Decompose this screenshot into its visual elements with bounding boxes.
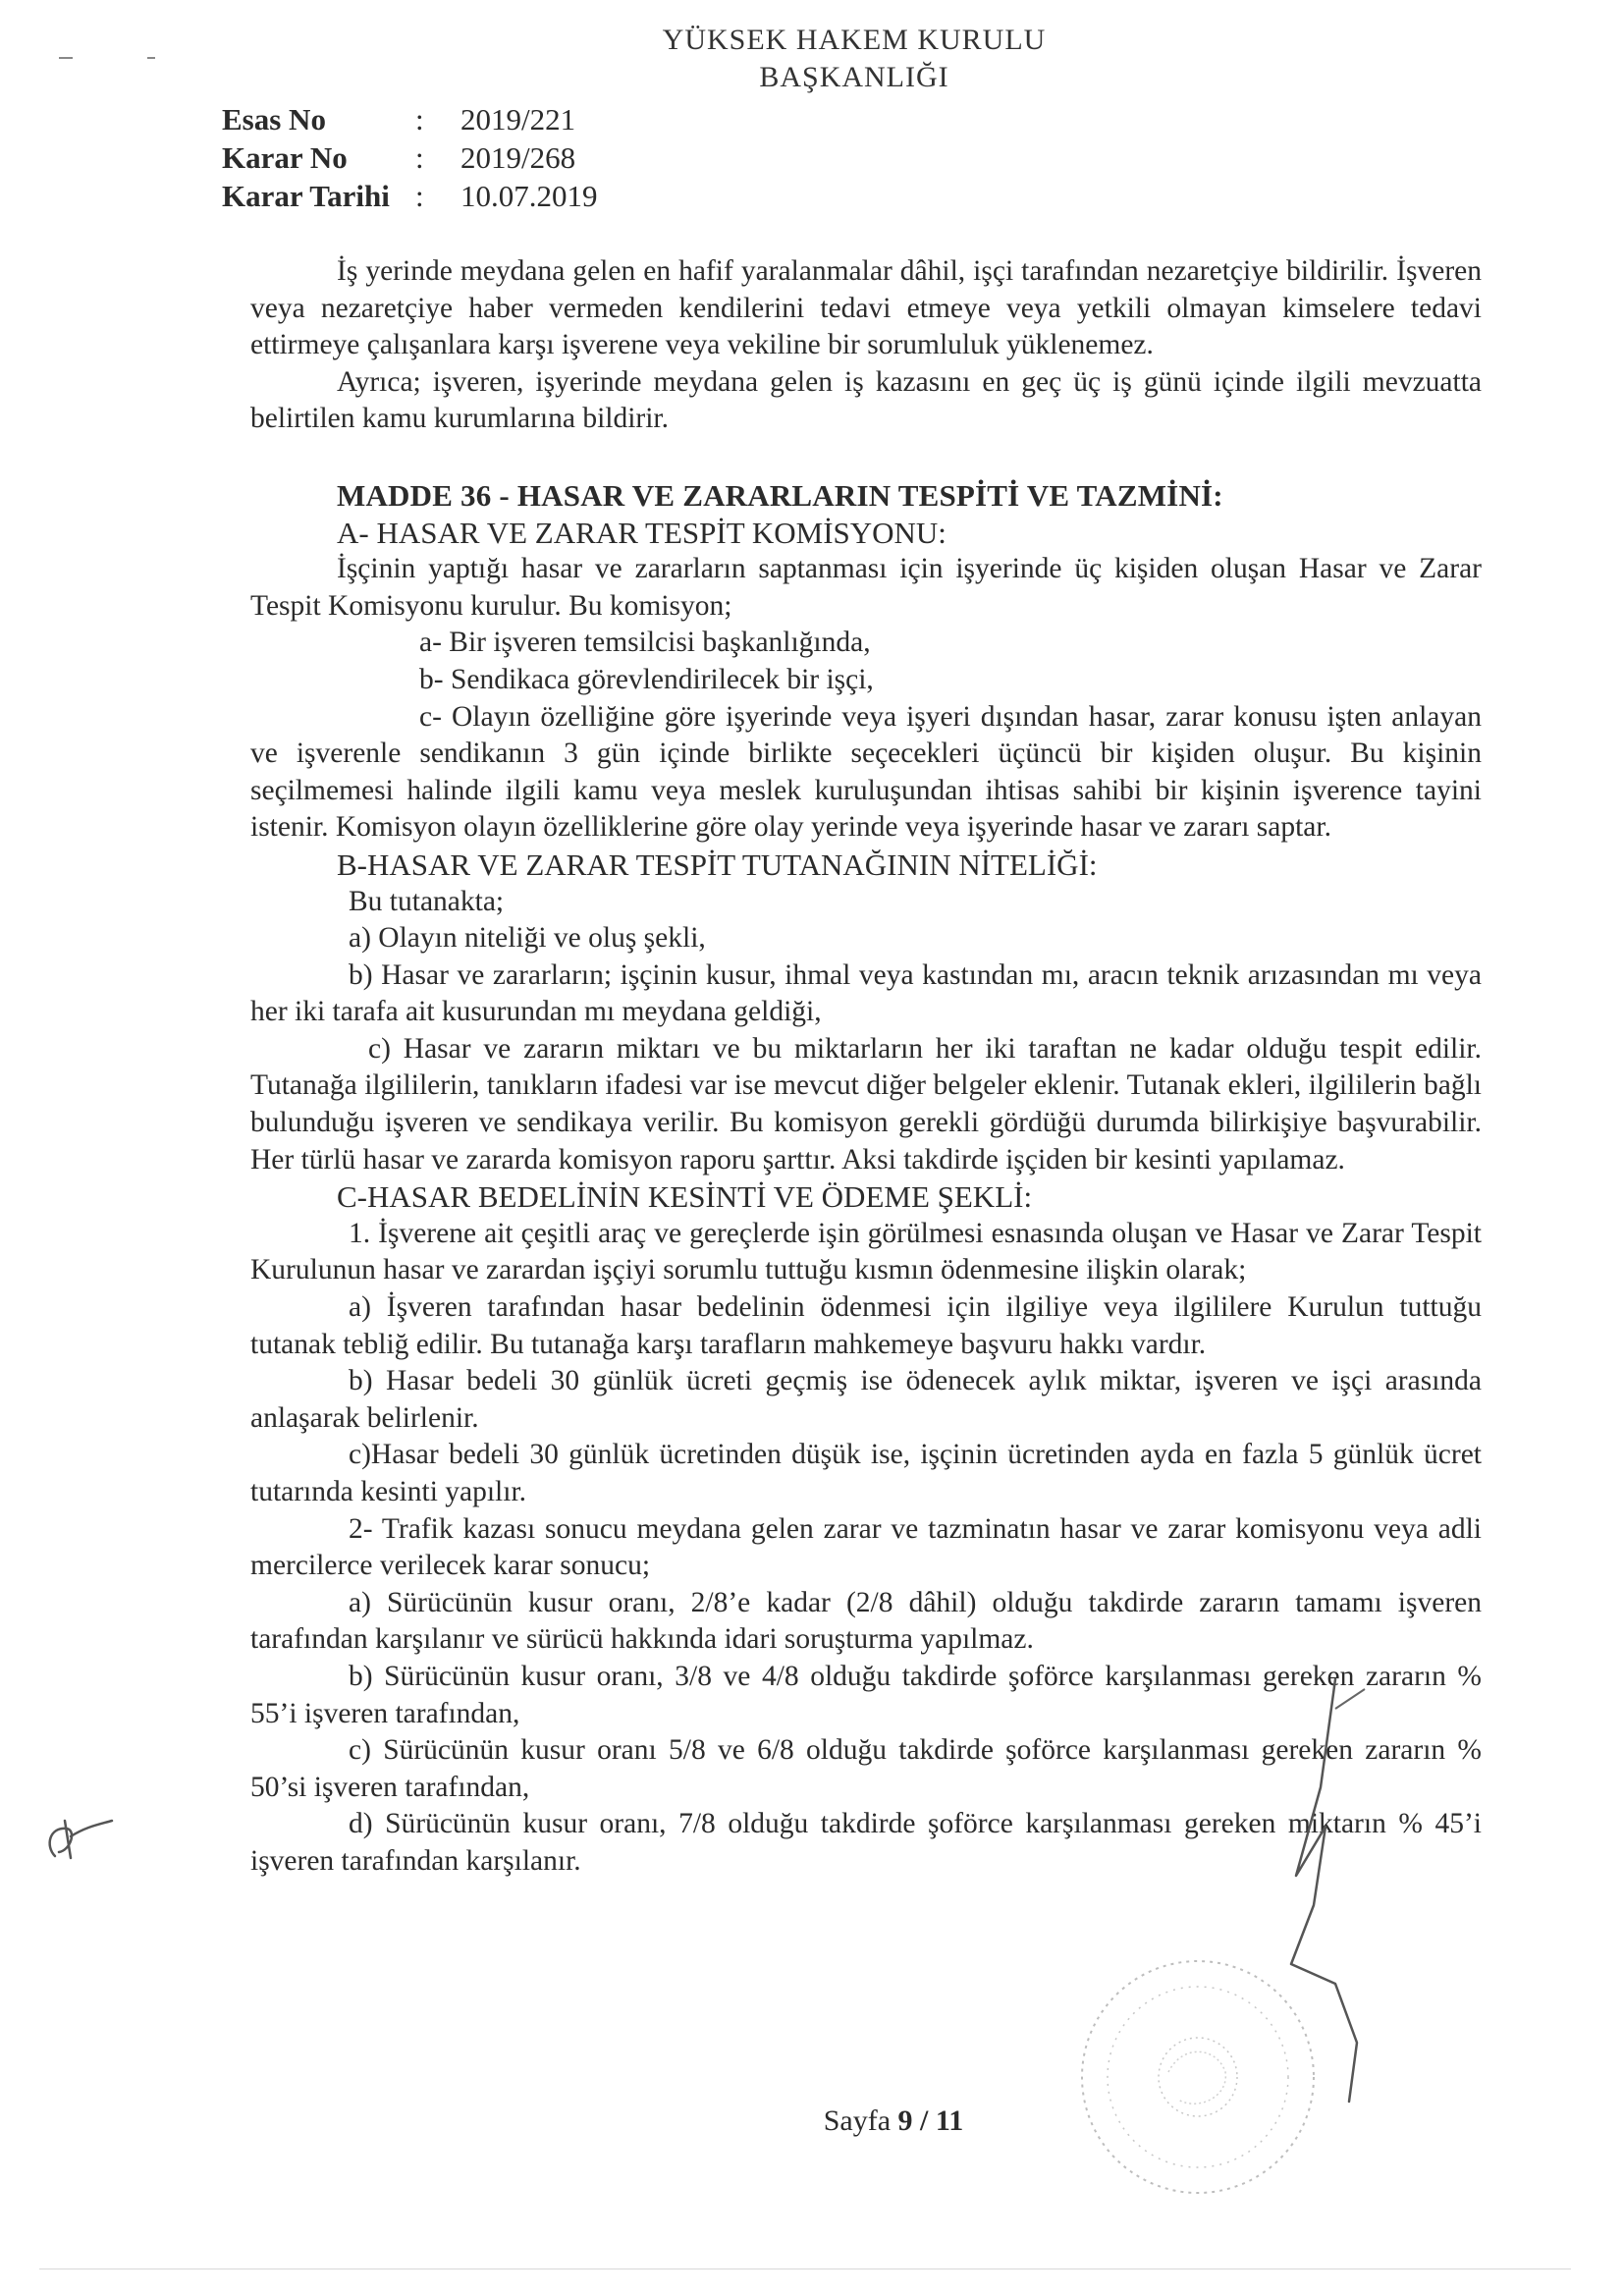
paragraph: Bu tutanakta; <box>349 885 505 917</box>
meta-value: 2019/221 <box>460 102 576 137</box>
list-item: c)Hasar bedeli 30 günlük ücretinden düşük ise, işçinin ücretinden ayda en fazla 5 günlük ücret tutarında kesinti yapılır. <box>250 1439 1482 1507</box>
list-item: a) İşveren tarafından hasar bedelinin ödenmesi için ilgiliye veya ilgililere Kurulun tuttuğu tutanak tebliğ edilir. Bu tutanağa karşı tarafların mahkemeye başvuru hakkı vardır. <box>250 1291 1482 1360</box>
paragraph: Ayrıca; işveren, işyerinde meydana gelen iş kazasını en geç üç iş günü içinde ilgili mevzuatta belirtilen kamu kurumlarına bildirir. <box>250 365 1482 435</box>
list-item: b- Sendikaca görevlendirilecek bir işçi, <box>419 663 874 695</box>
paragraph: 2- Trafik kazası sonucu meydana gelen zarar ve tazminatın hasar ve zarar komisyonu veya adli mercilerce verilecek karar sonucu; <box>250 1512 1482 1582</box>
list-item: c- Olayın özelliğine göre işyerinde veya işyeri dışından hasar, zarar konusu işten anlayan ve işverenle sendikanın 3 gün içinde birlikte seçecekleri üçüncü bir kişiden oluşur. Bu kişinin seçilmemesi halinde ilgili kamu veya meslek kuruluşundan ihtisas sahibi bir kişinin işverence tayini istenir. Komisyon olayın özelliklerine göre olay yerinde veya işyerinde hasar ve zararı saptar. <box>250 700 1482 844</box>
list-item: a) Sürücünün kusur oranı, 2/8’e kadar (2/8 dâhil) olduğu takdirde zararın tamamı işveren tarafından karşılanır ve sürücü hakkında idari soruşturma yapılmaz. <box>250 1586 1482 1656</box>
page-current: 9 <box>897 2105 913 2137</box>
list-item: c) Sürücünün kusur oranı 5/8 ve 6/8 olduğu takdirde şoförce karşılanması gereken zararın % 50’si işveren tarafından, <box>250 1734 1482 1803</box>
paragraph: İşçinin yaptığı hasar ve zararların saptanması için işyerinde üç kişiden oluşan Hasar ve Zarar Tespit Komisyonu kurulur. Bu komisyon; <box>250 553 1482 622</box>
list-item: b) Sürücünün kusur oranı, 3/8 ve 4/8 olduğu takdirde şoförce karşılanması gereken zararın % 55’i işveren tarafından, <box>250 1660 1482 1729</box>
list-item: a) Olayın niteliği ve oluş şekli, <box>349 922 706 955</box>
page-separator: / <box>912 2105 936 2137</box>
page-prefix: Sayfa <box>823 2105 898 2137</box>
list-item: b) Hasar bedeli 30 günlük ücreti geçmiş ise ödenecek aylık miktar, işveren ve işçi arasında anlaşarak belirlenir. <box>250 1365 1482 1434</box>
list-item: b) Hasar ve zararların; işçinin kusur, ihmal veya kastından mı, aracın teknik arızasından mı veya her iki tarafa ait kusurundan mı meydana geldiği, <box>250 958 1482 1028</box>
page-total: 11 <box>935 2105 964 2137</box>
meta-value: 2019/268 <box>460 140 576 175</box>
list-item: c) Hasar ve zararın miktarı ve bu miktarların her iki taraftan ne kadar olduğu tespit edilir. Tutanağa ilgililerin, tanıkların ifadesi var ise mevcut diğer belgeler eklenir. Tutanak ekleri, ilgililerin bağlı bulunduğu işveren ve sendikaya verilir. Bu komisyon gerekli gördüğü durumda bilirkişiye başvurabilir. Her türlü hasar ve zararda komisyon raporu şarttır. Aksi takdirde işçiden bir kesinti yapılamaz. <box>250 1032 1482 1175</box>
meta-separator: : <box>415 140 424 175</box>
stamp-icon <box>1051 1925 1335 2219</box>
scan-mark <box>147 57 155 59</box>
institution-name: YÜKSEK HAKEM KURULU <box>662 24 1047 56</box>
list-item: a- Bir işveren temsilcisi başkanlığında, <box>419 627 871 659</box>
scan-mark <box>59 57 73 59</box>
meta-value: 10.07.2019 <box>460 179 598 213</box>
paragraph: 1. İşverene ait çeşitli araç ve gereçlerde işin görülmesi esnasında oluşan ve Hasar ve Zarar Tespit Kurulunun hasar ve zarardan işçiyi sorumlu tuttuğu kısmın ödenmesine ilişkin olarak; <box>250 1217 1482 1286</box>
article-title: MADDE 36 - HASAR VE ZARARLARIN TESPİTİ VE TAZMİNİ: <box>337 477 1223 513</box>
list-item: d) Sürücünün kusur oranı, 7/8 olduğu takdirde şoförce karşılanması gereken miktarın % 45’i işveren tarafından karşılanır. <box>250 1808 1482 1877</box>
paragraph: İş yerinde meydana gelen en hafif yaralanmalar dâhil, işçi tarafından nezaretçiye bildirilir. İşveren veya nezaretçiye haber vermeden kendilerini tedavi etmeye veya yetkili olmayan kimselere tedavi ettirmeye çalışanlara karşı işverene veya vekiline bir sorumluluk yüklenemez. <box>250 255 1482 361</box>
section-title: B-HASAR VE ZARAR TESPİT TUTANAĞININ NİTELİĞİ: <box>337 847 1098 882</box>
meta-label: Karar No <box>222 140 348 175</box>
section-title: A- HASAR VE ZARAR TESPİT KOMİSYONU: <box>337 515 947 550</box>
institution-subtitle: BAŞKANLIĞI <box>759 61 949 93</box>
case-metadata <box>222 100 598 215</box>
institution-header <box>550 22 1159 96</box>
meta-row-karar <box>222 138 598 177</box>
document-body <box>250 253 1482 1881</box>
meta-label: Karar Tarihi <box>222 179 390 213</box>
meta-label: Esas No <box>222 102 326 137</box>
page-number <box>746 2105 1041 2138</box>
initials-icon <box>37 1807 116 1866</box>
meta-row-esas <box>222 100 598 138</box>
meta-separator: : <box>415 102 424 137</box>
meta-separator: : <box>415 179 424 213</box>
section-title: C-HASAR BEDELİNİN KESİNTİ VE ÖDEME ŞEKLİ: <box>337 1179 1033 1215</box>
meta-row-tarih <box>222 177 598 215</box>
